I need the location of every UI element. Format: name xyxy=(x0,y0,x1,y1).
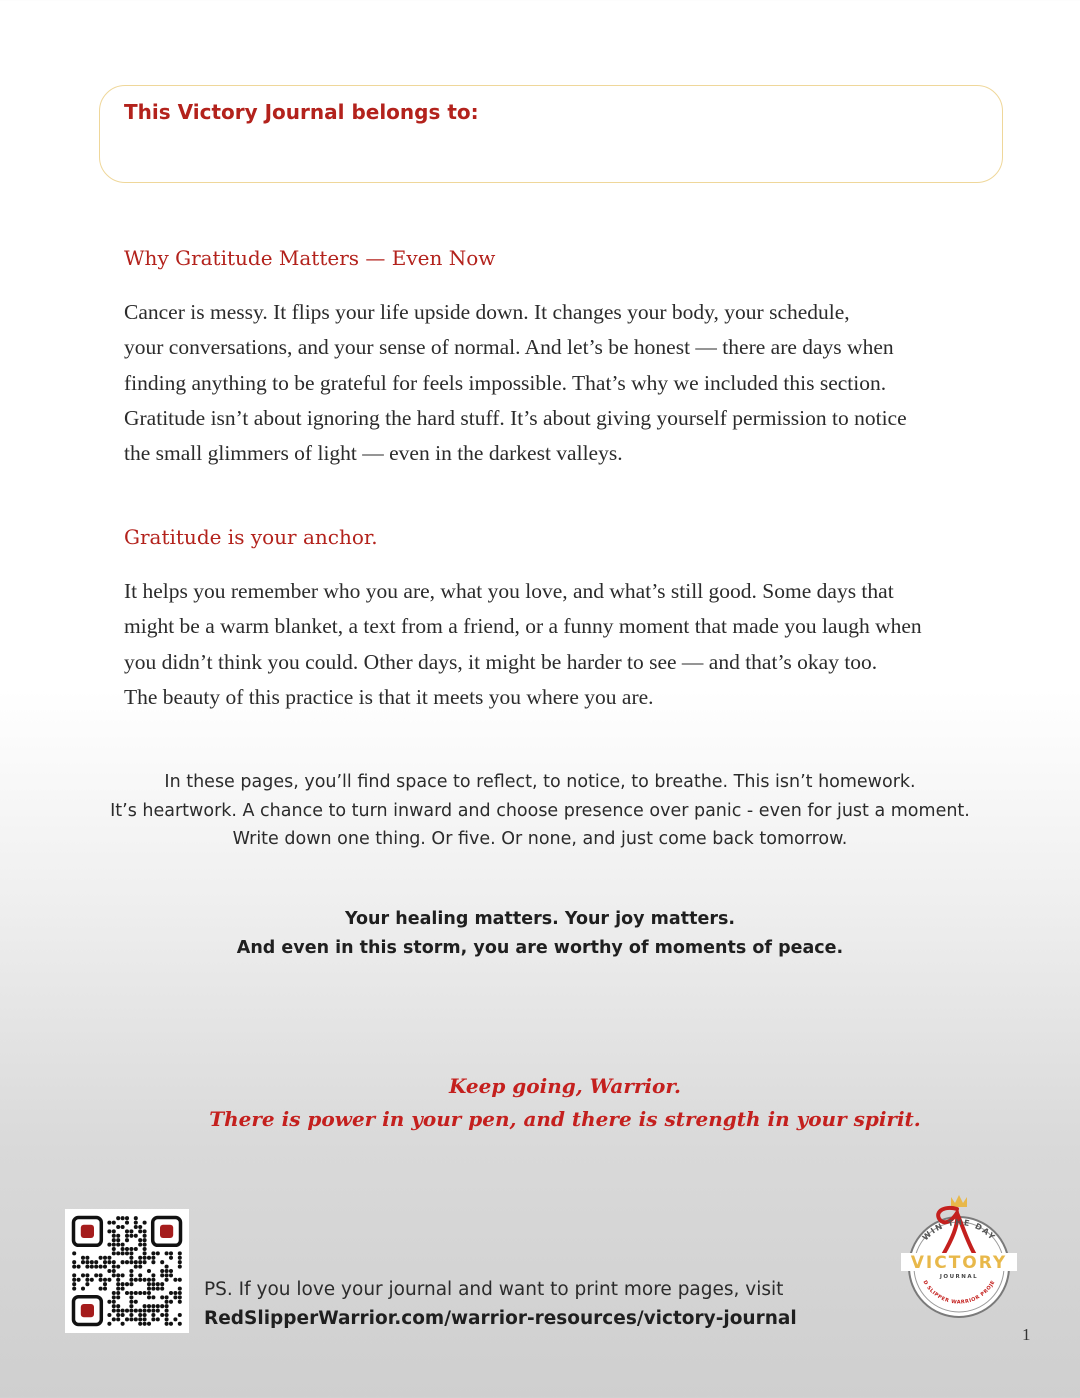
paragraph-line: Write down one thing. Or five. Or none, and just come back tomorrow. xyxy=(232,829,848,849)
paragraph-line: And even in this storm, you are worthy of moments of peace. xyxy=(236,937,844,958)
victory-journal-logo xyxy=(893,1185,1025,1325)
qr-code[interactable] xyxy=(65,1209,189,1333)
paragraph-line: It helps you remember who you are, what you love, and what’s still good. Some days that xyxy=(124,579,894,603)
paragraph-line: In these pages, you’ll find space to reflect, to notice, to breathe. This isn’t homework. xyxy=(164,772,916,792)
section-heading-why-gratitude: Why Gratitude Matters — Even Now xyxy=(124,246,496,270)
owner-name-box[interactable] xyxy=(99,85,1003,183)
paragraph-line: Gratitude isn’t about ignoring the hard stuff. It’s about giving yourself permission to notice xyxy=(124,405,907,430)
paragraph-line: Your healing matters. Your joy matters. xyxy=(344,909,736,929)
paragraph-line: your conversations, and your sense of normal. And let’s be honest — there are days when xyxy=(124,335,894,360)
logo-main-text: VICTORY xyxy=(910,1253,1008,1273)
section-body-anchor xyxy=(124,574,1004,715)
owner-label: This Victory Journal belongs to: xyxy=(124,100,479,124)
logo-top-text: WIN THE DAY xyxy=(920,1217,998,1243)
section-heading-anchor: Gratitude is your anchor. xyxy=(124,525,378,549)
quote-line: Keep going, Warrior. xyxy=(448,1074,682,1098)
encouragement-quote xyxy=(0,1070,1080,1136)
paragraph-line: the small glimmers of light — even in the darkest valleys. xyxy=(124,441,623,466)
heartwork-paragraph xyxy=(0,768,1080,854)
ps-text: PS. If you love your journal and want to print more pages, visit xyxy=(204,1279,784,1300)
section-body-why-gratitude xyxy=(124,295,1004,471)
paragraph-line: might be a warm blanket, a text from a friend, or a funny moment that made you laugh when xyxy=(124,614,922,639)
logo-sub-text: JOURNAL xyxy=(939,1274,979,1280)
paragraph-line: finding anything to be grateful for feels impossible. That’s why we included this section. xyxy=(124,370,887,395)
ps-url-link[interactable]: RedSlipperWarrior.com/warrior-resources/victory-journal xyxy=(204,1308,797,1329)
paragraph-line: you didn’t think you could. Other days, it might be harder to see — and that’s okay too. xyxy=(124,649,878,674)
paragraph-line: The beauty of this practice is that it meets you where you are. xyxy=(124,684,654,709)
paragraph-line: It’s heartwork. A chance to turn inward and choose presence over panic - even for just a moment. xyxy=(110,800,970,821)
logo-bottom-text: D SLIPPER WARRIOR PROJE xyxy=(921,1279,997,1306)
paragraph-line: Cancer is messy. It flips your life upside down. It changes your body, your schedule, xyxy=(124,300,850,324)
qr-code-icon xyxy=(65,1209,189,1333)
quote-line: There is power in your pen, and there is strength in your spirit. xyxy=(209,1107,921,1131)
logo-badge-icon xyxy=(893,1185,1025,1325)
affirmation-paragraph xyxy=(0,905,1080,962)
ps-note xyxy=(204,1275,797,1333)
page-number: 1 xyxy=(1022,1325,1031,1344)
